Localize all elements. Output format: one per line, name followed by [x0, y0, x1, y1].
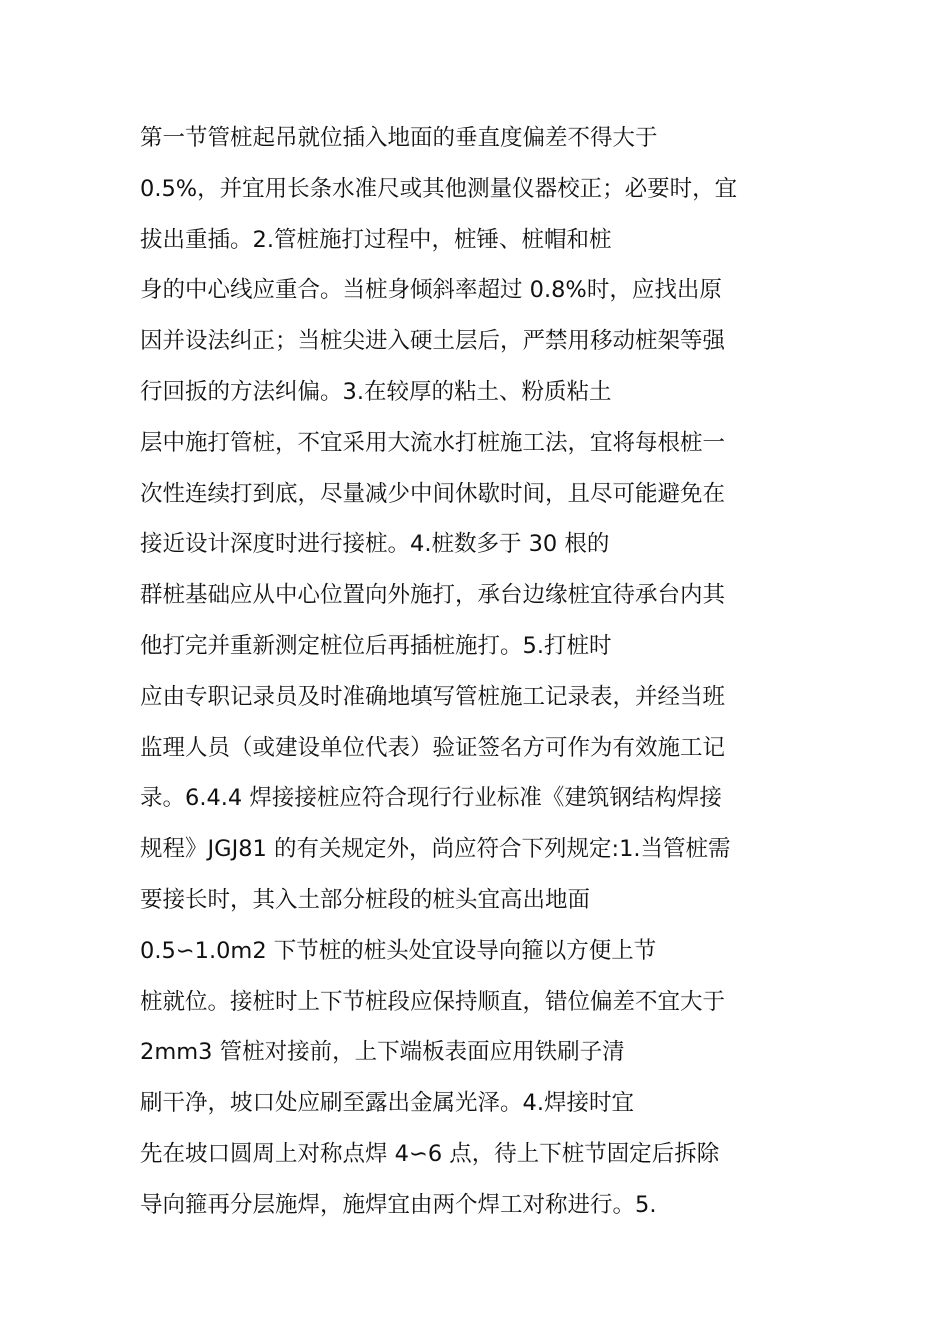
text-line: 他打完并重新测定桩位后再插桩施打。5.打桩时 — [140, 632, 612, 659]
text-line: 身的中心线应重合。当桩身倾斜率超过 0.8%时，应找出原 — [140, 277, 722, 304]
text-line: 因并设法纠正；当桩尖进入硬土层后，严禁用移动桩架等强 — [140, 328, 726, 355]
text-line: 群桩基础应从中心位置向外施打，承台边缘桩宜待承台内其 — [140, 582, 726, 609]
text-line: 导向箍再分层施焊，施焊宜由两个焊工对称进行。5. — [140, 1191, 657, 1218]
text-line: 层中施打管桩，不宜采用大流水打桩施工法，宜将每根桩一 — [140, 429, 726, 456]
text-line: 录。6.4.4 焊接接桩应符合现行行业标准《建筑钢结构焊接 — [140, 785, 722, 812]
text-line: 先在坡口圆周上对称点焊 4∽6 点，待上下桩节固定后拆除 — [140, 1140, 720, 1167]
text-line: 次性连续打到底，尽量减少中间休歇时间，且尽可能避免在 — [140, 480, 726, 507]
text-line: 行回扳的方法纠偏。3.在较厚的粘土、粉质粘土 — [140, 378, 612, 405]
text-line: 2mm3 管桩对接前，上下端板表面应用铁刷子清 — [140, 1039, 625, 1066]
text-line: 0.5∽1.0m2 下节桩的桩头处宜设导向箍以方便上节 — [140, 937, 657, 964]
text-line: 接近设计深度时进行接桩。4.桩数多于 30 根的 — [140, 531, 610, 558]
text-line: 监理人员（或建设单位代表）验证签名方可作为有效施工记 — [140, 734, 726, 761]
body-text — [140, 113, 820, 1231]
text-line: 0.5%，并宜用长条水准尺或其他测量仪器校正；必要时，宜 — [140, 175, 738, 202]
text-line: 桩就位。接桩时上下节桩段应保持顺直，错位偏差不宜大于 — [140, 988, 726, 1015]
text-line: 刷干净，坡口处应刷至露出金属光泽。4.焊接时宜 — [140, 1090, 634, 1117]
text-line: 应由专职记录员及时准确地填写管桩施工记录表，并经当班 — [140, 683, 726, 710]
text-line: 拔出重插。2.管桩施打过程中，桩锤、桩帽和桩 — [140, 226, 612, 253]
text-line: 第一节管桩起吊就位插入地面的垂直度偏差不得大于 — [140, 125, 658, 151]
text-line: 规程》JGJ81 的有关规定外，尚应符合下列规定:1.当管桩需 — [140, 836, 731, 863]
text-line: 要接长时，其入土部分桩段的桩头宜高出地面 — [140, 886, 591, 913]
